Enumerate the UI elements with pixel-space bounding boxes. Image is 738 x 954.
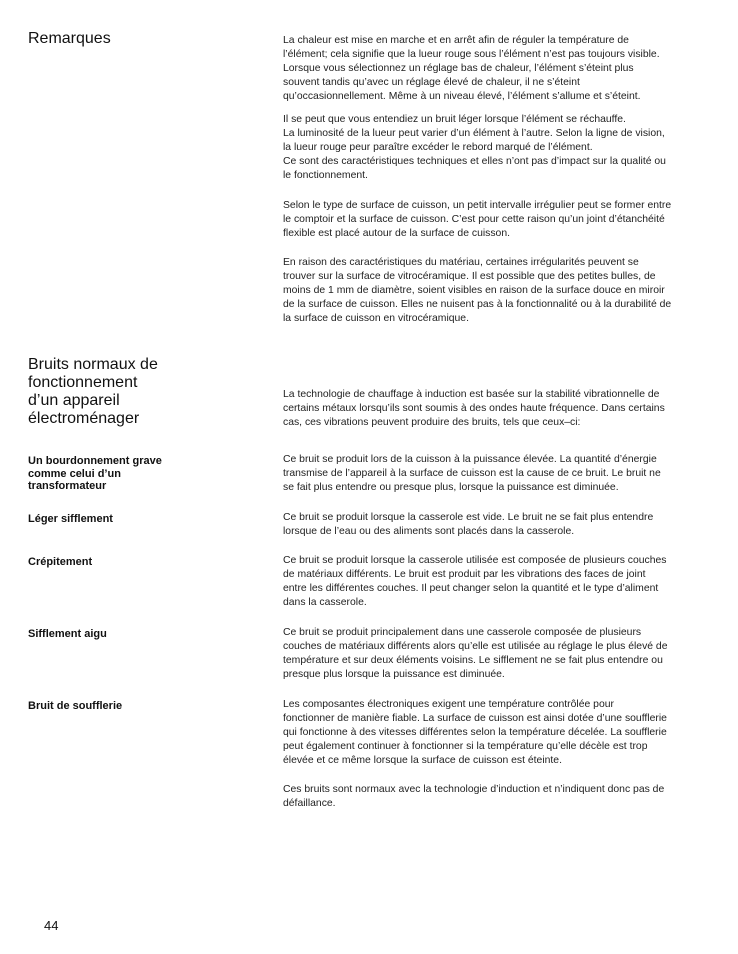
text-line: la surface de cuisson en vitrocéramique. xyxy=(283,313,469,324)
page-number: 44 xyxy=(44,918,59,933)
label-line: Bruit de soufflerie xyxy=(28,700,123,712)
noise-label-soufflerie xyxy=(28,700,122,713)
text-line: trouver sur la surface de vitrocéramique. Il est possible que des petites bulles, de xyxy=(283,271,656,282)
text-line: transmise de l’appareil à la surface de cuisson est la cause de ce bruit. Le bruit ne xyxy=(283,468,661,479)
title-line: d’un appareil xyxy=(28,392,120,409)
label-line: transformateur xyxy=(28,480,107,492)
text-line: entre les différentes couches. Il peut changer selon la quantité et le type d’aliment xyxy=(283,583,659,594)
section-title-bruits xyxy=(28,356,158,428)
bruits-intro xyxy=(283,388,717,430)
label-line: comme celui d’un xyxy=(28,467,121,480)
title-line: Bruits normaux de xyxy=(28,356,158,373)
text-line: lorsque de l’eau ou des aliments sont placés dans la casserole. xyxy=(283,526,575,537)
text-line: de matériaux différents. Le bruit est produit par les vibrations des faces de joint xyxy=(283,569,646,580)
text-line: peut également continuer à fonctionner si la température qu’elle décèle est trop xyxy=(283,741,648,752)
text-line: dans la casserole. xyxy=(283,597,367,608)
text-line: l’élément; cela signifie que la lueur rouge sous l’élément n’est pas toujours visible. xyxy=(283,49,660,60)
text-line: le comptoir et la surface de cuisson. C’est pour cette raison qu’un joint d’étanchéité xyxy=(283,214,665,225)
title-line: électroménager xyxy=(28,410,140,427)
remarques-paragraph-4 xyxy=(283,256,717,326)
section-title-remarques: Remarques xyxy=(28,30,111,47)
text-line: le fonctionnement. xyxy=(283,170,368,181)
text-line: température et sur deux éléments voisins. Le sifflement ne se fait plus entendre ou xyxy=(283,655,663,666)
text-line: La technologie de chauffage à induction est basée sur la stabilité vibrationnelle de xyxy=(283,389,660,400)
text-line: Ce bruit se produit lors de la cuisson à la puissance élevée. La quantité d’énergie xyxy=(283,454,657,465)
text-line: défaillance. xyxy=(283,798,336,809)
text-line: Ces bruits sont normaux avec la technologie d’induction et n’indiquent donc pas de xyxy=(283,784,665,795)
text-line: couches de matériaux différents alors qu’elle est utilisée au réglage le plus élevé de xyxy=(283,641,668,652)
noise-label-sifflement-aigu xyxy=(28,628,107,641)
text-line: flexible est placé autour de la surface de cuisson. xyxy=(283,228,510,239)
text-line: Il se peut que vous entendiez un bruit léger lorsque l’élément se réchauffe. xyxy=(283,114,626,125)
remarques-paragraph-1 xyxy=(283,34,717,104)
label-line: Léger sifflement xyxy=(28,513,113,525)
text-line: Lorsque vous sélectionnez un réglage bas de chaleur, l’élément s’éteint plus xyxy=(283,63,634,74)
text-line: qu’occasionnellement. Même à un niveau élevé, l’élément s’allume et s’éteint. xyxy=(283,91,641,102)
text-line: La luminosité de la lueur peut varier d’un élément à l’autre. Selon la ligne de vision, xyxy=(283,128,665,139)
text-line: La chaleur est mise en marche et en arrêt afin de réguler la température de xyxy=(283,35,629,46)
label-line: Crépitement xyxy=(28,556,93,568)
text-line: de la surface de cuisson. Elles ne nuisent pas à la fonctionnalité ou à la durabilité de xyxy=(283,299,672,310)
text-line: la lueur rouge peur paraître excéder le rebord marqué de l’élément. xyxy=(283,142,593,153)
noise-text-sifflement-aigu xyxy=(283,626,717,682)
noise-label-crepitement xyxy=(28,556,92,569)
text-line: Ce bruit se produit principalement dans une casserole composée de plusieurs xyxy=(283,627,642,638)
label-line: Sifflement aigu xyxy=(28,628,107,640)
text-line: Ce sont des caractéristiques techniques et elles n’ont pas d’impact sur la qualité ou xyxy=(283,156,666,167)
noise-text-soufflerie xyxy=(283,698,717,768)
text-line: Ce bruit se produit lorsque la casserole utilisée est composée de plusieurs couches xyxy=(283,555,667,566)
noise-text-bourdonnement xyxy=(283,453,717,495)
text-line: certains métaux lorsqu’ils sont soumis à des ondes haute fréquence. Dans certains xyxy=(283,403,665,414)
text-line: Ce bruit se produit lorsque la casserole est vide. Le bruit ne se fait plus entendre xyxy=(283,512,654,523)
text-line: Les composantes électroniques exigent une température contrôlée pour xyxy=(283,699,614,710)
text-line: qui fonctionne à des vitesses différentes selon la température décelée. La soufflerie xyxy=(283,727,667,738)
text-line: Selon le type de surface de cuisson, un petit intervalle irrégulier peut se former entre xyxy=(283,200,672,211)
remarques-paragraph-3 xyxy=(283,199,717,241)
remarques-paragraph-2 xyxy=(283,113,717,183)
label-line: Un bourdonnement grave xyxy=(28,455,162,467)
title-line: fonctionnement xyxy=(28,374,138,391)
noise-label-leger-sifflement xyxy=(28,513,113,526)
text-line: cas, ces vibrations peuvent produire des bruits, tels que ceux–ci: xyxy=(283,417,581,428)
text-line: souvent tandis qu’avec un réglage élevé de chaleur, il ne s’éteint xyxy=(283,77,580,88)
noise-label-bourdonnement xyxy=(28,455,162,493)
text-line: En raison des caractéristiques du matériau, certaines irrégularités peuvent se xyxy=(283,257,639,268)
bruits-closing xyxy=(283,783,717,811)
text-line: presque plus lorsque la puissance est diminuée. xyxy=(283,669,505,680)
text-line: élevée et ce même lorsque la surface de cuisson est éteinte. xyxy=(283,755,562,766)
text-line: se fait plus entendre ou presque plus, lorsque la puissance est diminuée. xyxy=(283,482,619,493)
noise-text-leger-sifflement xyxy=(283,511,717,539)
noise-text-crepitement xyxy=(283,554,717,610)
text-line: moins de 1 mm de diamètre, soient visibles en raison de la surface douce en miroir xyxy=(283,285,665,296)
text-line: fonctionner de manière fiable. La surface de cuisson est ainsi dotée d’une soufflerie xyxy=(283,713,667,724)
